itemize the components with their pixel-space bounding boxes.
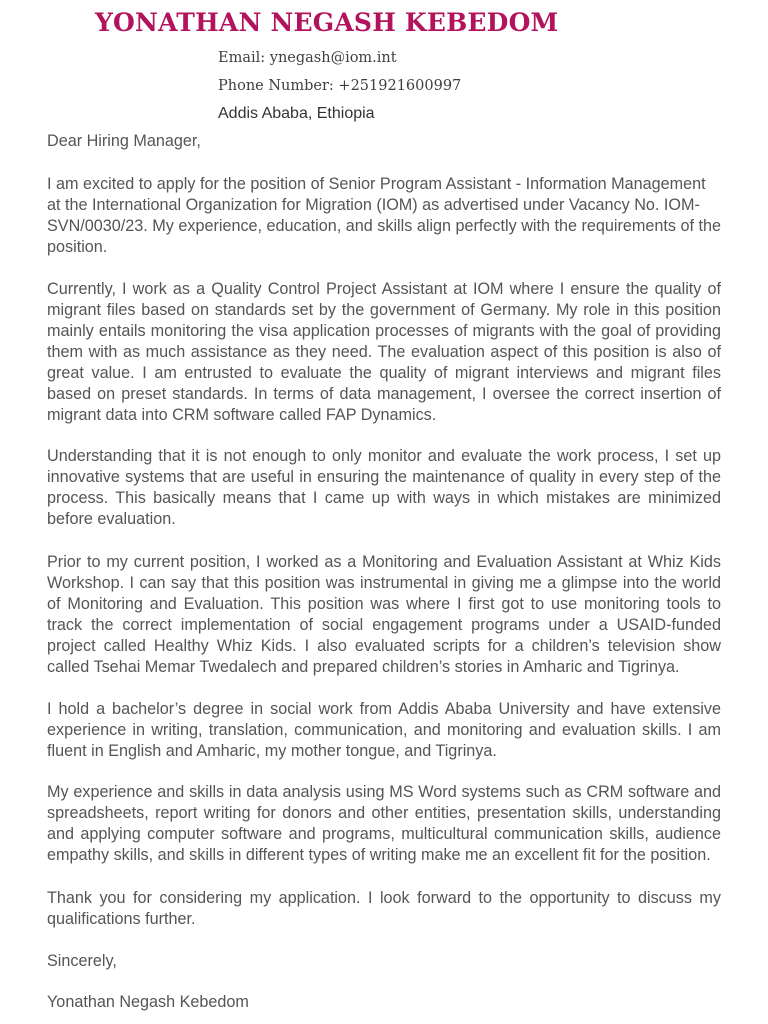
paragraph-education: I hold a bachelor’s degree in social work from Addis Ababa University and have extensive experience in writing, translation, communication, and monitoring and evaluation skills. I am fluent in English and Amharic, my mother tongue, and Tigrinya.: [47, 700, 721, 760]
signature: Yonathan Negash Kebedom: [47, 993, 249, 1011]
contact-phone: Phone Number: +251921600997: [218, 78, 462, 94]
closing: Sincerely,: [47, 952, 117, 970]
paragraph-thanks: Thank you for considering my application. I look forward to the opportunity to discuss my qualifications further.: [47, 889, 721, 928]
paragraph-intro: I am excited to apply for the position of Senior Program Assistant - Information Management at the International Organization for Migration (IOM) as advertised under Vacancy No. IOM-SVN/0030/23. My experience, education, and skills align perfectly with the requirements of the position.: [47, 175, 721, 256]
contact-email: Email: ynegash@iom.int: [218, 50, 397, 66]
salutation: Dear Hiring Manager,: [47, 132, 201, 150]
paragraph-skills: My experience and skills in data analysis using MS Word systems such as CRM software and spreadsheets, report writing for donors and other entities, presentation skills, understanding and applying computer software and programs, multicultural communication skills, audience empathy skills, and skills in different types of writing make me an excellent fit for the position.: [47, 783, 721, 864]
contact-address: Addis Ababa, Ethiopia: [218, 105, 375, 122]
paragraph-previous-role: Prior to my current position, I worked as a Monitoring and Evaluation Assistant at Whiz Kids Workshop. I can say that this position was instrumental in giving me a glimpse into the world of Monitoring and Evaluation. This position was where I first got to use monitoring tools to track the correct implementation of social engagement programs under a USAID-funded project called Healthy Whiz Kids. I also evaluated scripts for a children’s television show called Tsehai Memar Twedalech and prepared children’s stories in Amharic and Tigrinya.: [47, 553, 721, 676]
paragraph-current-role: Currently, I work as a Quality Control Project Assistant at IOM where I ensure the quality of migrant files based on standards set by the government of Germany. My role in this position mainly entails monitoring the visa application processes of migrants with the goal of providing them with as much assistance as they need. The evaluation aspect of this position is also of great value. I am entrusted to evaluate the quality of migrant interviews and migrant files based on preset standards. In terms of data management, I oversee the correct insertion of migrant data into CRM software called FAP Dynamics.: [47, 280, 721, 424]
applicant-name: YONATHAN NEGASH KEBEDOM: [95, 8, 559, 37]
paragraph-systems: Understanding that it is not enough to only monitor and evaluate the work process, I set up innovative systems that are useful in ensuring the maintenance of quality in every step of the process. This basically means that I came up with ways in which mistakes are minimized before evaluation.: [47, 447, 721, 528]
